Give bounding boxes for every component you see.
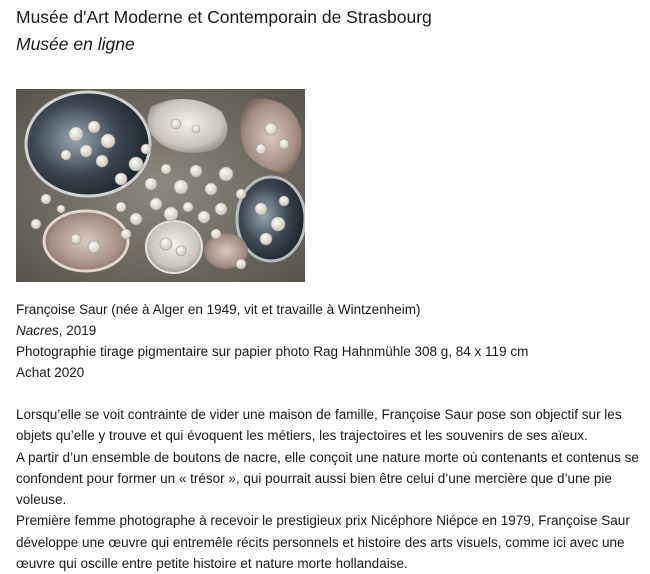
artwork-description xyxy=(16,404,641,574)
medium-line: Photographie tirage pigmentaire sur papier photo Rag Hahnmühle 308 g, 84 x 119 cm xyxy=(16,344,529,359)
artwork-caption xyxy=(16,299,636,383)
description-paragraph-2: A partir d’un ensemble de boutons de nacre, elle conçoit une nature morte où contenants et contenus se confondent pour former un « trésor », qui pourrait aussi bien être celui d’une mercière que d’une pie voleuse. xyxy=(16,449,639,508)
description-paragraph-1: Lorsqu’elle se voit contrainte de vider une maison de famille, Françoise Saur pose son objectif sur les objets qu’elle y trouve et qui évoquent les métiers, les trajectoires et les souvenirs de ses aïeux. xyxy=(16,407,622,444)
artwork-photograph xyxy=(16,89,305,282)
museum-title: Musée d'Art Moderne et Contemporain de Strasbourg xyxy=(16,7,432,27)
nacres-image xyxy=(16,89,305,282)
description-paragraph-3: Première femme photographe à recevoir le prestigieux prix Nicéphore Niépce en 1979, Françoise Saur développe une œuvre qui entremêle récits personnels et histoire des arts visuels, comme ici avec une œuvre qui oscille entre petite histoire et nature morte hollandaise. xyxy=(16,513,630,572)
acquisition-line: Achat 2020 xyxy=(16,365,85,380)
artist-line: Françoise Saur (née à Alger en 1949, vit et travaille à Wintzenheim) xyxy=(16,302,421,317)
title-line xyxy=(16,320,636,341)
artwork-title: Nacres xyxy=(16,323,59,338)
museum-subtitle: Musée en ligne xyxy=(16,34,135,54)
artwork-year: , 2019 xyxy=(58,323,97,338)
